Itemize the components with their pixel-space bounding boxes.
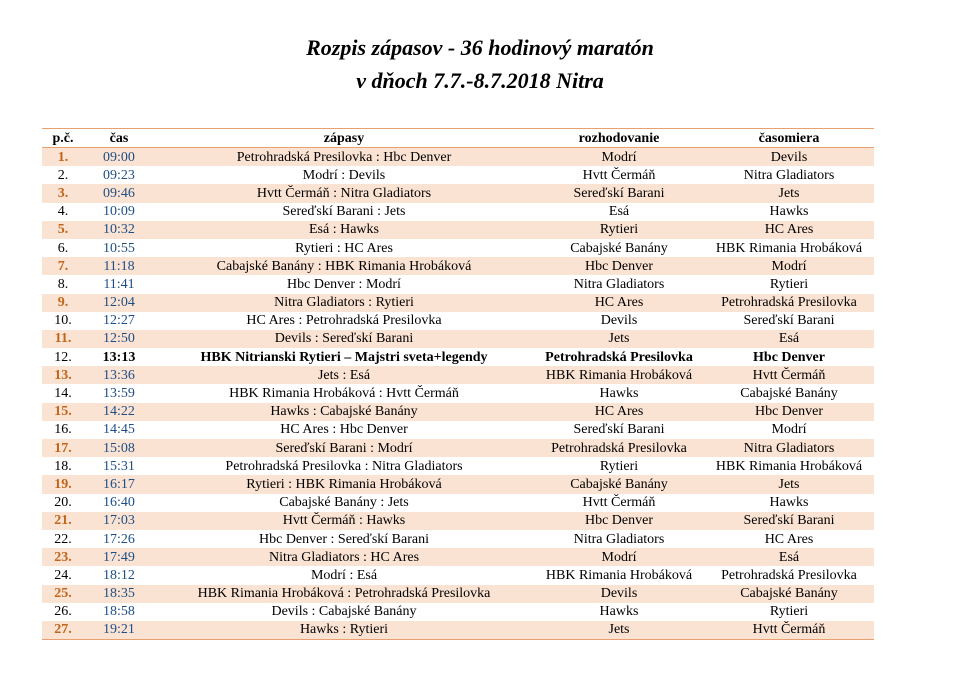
match-pairing: Petrohradská Presilovka : Nitra Gladiators <box>154 457 534 475</box>
table-row <box>42 239 874 257</box>
timekeeper-team: HBK Rimania Hrobáková <box>704 239 874 257</box>
row-number: 13. <box>42 366 84 384</box>
table-row <box>42 312 874 330</box>
referee-team: Modrí <box>534 548 704 566</box>
timekeeper-team: Hawks <box>704 203 874 221</box>
referee-team: Nitra Gladiators <box>534 530 704 548</box>
match-time: 14:22 <box>84 403 154 421</box>
match-time: 12:04 <box>84 294 154 312</box>
row-number: 15. <box>42 403 84 421</box>
match-pairing: HBK Rimania Hrobáková : Hvtt Čermáň <box>154 384 534 402</box>
timekeeper-team: HC Ares <box>704 530 874 548</box>
match-time: 18:12 <box>84 566 154 584</box>
match-time: 17:03 <box>84 512 154 530</box>
header-time: čas <box>84 129 154 148</box>
row-number: 17. <box>42 439 84 457</box>
match-pairing: Devils : Cabajské Banány <box>154 603 534 621</box>
row-number: 20. <box>42 494 84 512</box>
referee-team: Esá <box>534 203 704 221</box>
timekeeper-team: HBK Rimania Hrobáková <box>704 457 874 475</box>
row-number: 12. <box>42 348 84 366</box>
timekeeper-team: Cabajské Banány <box>704 585 874 603</box>
match-time: 10:32 <box>84 221 154 239</box>
timekeeper-team: Jets <box>704 475 874 493</box>
schedule-table <box>42 128 874 640</box>
timekeeper-team: Hawks <box>704 494 874 512</box>
header-number: p.č. <box>42 129 84 148</box>
table-row <box>42 530 874 548</box>
timekeeper-team: Nitra Gladiators <box>704 166 874 184</box>
table-row <box>42 330 874 348</box>
match-pairing: Nitra Gladiators : HC Ares <box>154 548 534 566</box>
match-pairing: Esá : Hawks <box>154 221 534 239</box>
match-time: 12:50 <box>84 330 154 348</box>
row-number: 18. <box>42 457 84 475</box>
table-row <box>42 403 874 421</box>
row-number: 5. <box>42 221 84 239</box>
match-pairing: HC Ares : Hbc Denver <box>154 421 534 439</box>
match-time: 19:21 <box>84 621 154 640</box>
match-pairing: Modrí : Devils <box>154 166 534 184</box>
table-row <box>42 384 874 402</box>
timekeeper-team: Hvtt Čermáň <box>704 621 874 640</box>
match-pairing: Modrí : Esá <box>154 566 534 584</box>
match-pairing: Hvtt Čermáň : Nitra Gladiators <box>154 184 534 202</box>
table-row <box>42 439 874 457</box>
table-row <box>42 366 874 384</box>
timekeeper-team: Hbc Denver <box>704 348 874 366</box>
table-row <box>42 566 874 584</box>
referee-team: HBK Rimania Hrobáková <box>534 566 704 584</box>
referee-team: Nitra Gladiators <box>534 275 704 293</box>
timekeeper-team: Modrí <box>704 257 874 275</box>
table-row <box>42 148 874 167</box>
match-pairing: Cabajské Banány : HBK Rimania Hrobáková <box>154 257 534 275</box>
table-row <box>42 221 874 239</box>
referee-team: Sereďskí Barani <box>534 421 704 439</box>
timekeeper-team: Cabajské Banány <box>704 384 874 402</box>
match-pairing: Sereďskí Barani : Jets <box>154 203 534 221</box>
referee-team: Rytieri <box>534 457 704 475</box>
match-pairing: Rytieri : HC Ares <box>154 239 534 257</box>
match-time: 13:36 <box>84 366 154 384</box>
match-time: 17:49 <box>84 548 154 566</box>
row-number: 2. <box>42 166 84 184</box>
match-pairing: Hbc Denver : Modrí <box>154 275 534 293</box>
row-number: 11. <box>42 330 84 348</box>
row-number: 21. <box>42 512 84 530</box>
table-row <box>42 166 874 184</box>
row-number: 25. <box>42 585 84 603</box>
match-pairing: Cabajské Banány : Jets <box>154 494 534 512</box>
match-time: 09:46 <box>84 184 154 202</box>
match-pairing: Sereďskí Barani : Modrí <box>154 439 534 457</box>
match-pairing: Jets : Esá <box>154 366 534 384</box>
match-time: 11:18 <box>84 257 154 275</box>
match-time: 10:55 <box>84 239 154 257</box>
match-time: 13:59 <box>84 384 154 402</box>
referee-team: Hbc Denver <box>534 512 704 530</box>
match-pairing: Hvtt Čermáň : Hawks <box>154 512 534 530</box>
referee-team: Jets <box>534 330 704 348</box>
timekeeper-team: Petrohradská Presilovka <box>704 566 874 584</box>
match-time: 16:17 <box>84 475 154 493</box>
row-number: 6. <box>42 239 84 257</box>
row-number: 24. <box>42 566 84 584</box>
row-number: 8. <box>42 275 84 293</box>
referee-team: Rytieri <box>534 221 704 239</box>
match-time: 18:35 <box>84 585 154 603</box>
row-number: 3. <box>42 184 84 202</box>
table-header-row <box>42 129 874 148</box>
referee-team: HC Ares <box>534 403 704 421</box>
match-time: 09:23 <box>84 166 154 184</box>
match-pairing: HBK Rimania Hrobáková : Petrohradská Presilovka <box>154 585 534 603</box>
match-time: 13:13 <box>84 348 154 366</box>
referee-team: Petrohradská Presilovka <box>534 348 704 366</box>
match-time: 17:26 <box>84 530 154 548</box>
timekeeper-team: Rytieri <box>704 275 874 293</box>
page-title: Rozpis zápasov - 36 hodinový maratón <box>306 35 654 60</box>
referee-team: HC Ares <box>534 294 704 312</box>
row-number: 27. <box>42 621 84 640</box>
match-time: 18:58 <box>84 603 154 621</box>
timekeeper-team: Jets <box>704 184 874 202</box>
match-pairing: HC Ares : Petrohradská Presilovka <box>154 312 534 330</box>
match-time: 15:08 <box>84 439 154 457</box>
timekeeper-team: Rytieri <box>704 603 874 621</box>
header-timekeeper: časomiera <box>704 129 874 148</box>
table-row <box>42 275 874 293</box>
timekeeper-team: Devils <box>704 148 874 167</box>
timekeeper-team: Nitra Gladiators <box>704 439 874 457</box>
timekeeper-team: Hvtt Čermáň <box>704 366 874 384</box>
referee-team: Petrohradská Presilovka <box>534 439 704 457</box>
timekeeper-team: Modrí <box>704 421 874 439</box>
schedule-body <box>42 148 874 640</box>
table-row <box>42 257 874 275</box>
table-row <box>42 294 874 312</box>
match-pairing: Rytieri : HBK Rimania Hrobáková <box>154 475 534 493</box>
row-number: 4. <box>42 203 84 221</box>
match-time: 14:45 <box>84 421 154 439</box>
row-number: 7. <box>42 257 84 275</box>
table-row <box>42 603 874 621</box>
row-number: 9. <box>42 294 84 312</box>
match-time: 15:31 <box>84 457 154 475</box>
match-time: 09:00 <box>84 148 154 167</box>
timekeeper-team: Hbc Denver <box>704 403 874 421</box>
table-row <box>42 621 874 640</box>
table-row <box>42 494 874 512</box>
referee-team: Devils <box>534 585 704 603</box>
referee-team: Modrí <box>534 148 704 167</box>
page-subtitle: v dňoch 7.7.-8.7.2018 Nitra <box>356 68 604 93</box>
table-row <box>42 421 874 439</box>
referee-team: Cabajské Banány <box>534 475 704 493</box>
table-row <box>42 548 874 566</box>
match-pairing: Devils : Sereďskí Barani <box>154 330 534 348</box>
referee-team: Hvtt Čermáň <box>534 494 704 512</box>
match-time: 16:40 <box>84 494 154 512</box>
row-number: 10. <box>42 312 84 330</box>
timekeeper-team: HC Ares <box>704 221 874 239</box>
row-number: 19. <box>42 475 84 493</box>
referee-team: Devils <box>534 312 704 330</box>
table-row <box>42 475 874 493</box>
match-time: 12:27 <box>84 312 154 330</box>
match-pairing: Hbc Denver : Sereďskí Barani <box>154 530 534 548</box>
match-pairing: Petrohradská Presilovka : Hbc Denver <box>154 148 534 167</box>
row-number: 23. <box>42 548 84 566</box>
match-time: 10:09 <box>84 203 154 221</box>
referee-team: Hawks <box>534 384 704 402</box>
row-number: 26. <box>42 603 84 621</box>
referee-team: Hbc Denver <box>534 257 704 275</box>
match-pairing: Hawks : Cabajské Banány <box>154 403 534 421</box>
table-row <box>42 184 874 202</box>
referee-team: Hvtt Čermáň <box>534 166 704 184</box>
referee-team: HBK Rimania Hrobáková <box>534 366 704 384</box>
table-row <box>42 348 874 366</box>
timekeeper-team: Esá <box>704 548 874 566</box>
timekeeper-team: Petrohradská Presilovka <box>704 294 874 312</box>
timekeeper-team: Esá <box>704 330 874 348</box>
row-number: 22. <box>42 530 84 548</box>
table-row <box>42 203 874 221</box>
timekeeper-team: Sereďskí Barani <box>704 312 874 330</box>
match-pairing: Nitra Gladiators : Rytieri <box>154 294 534 312</box>
table-row <box>42 585 874 603</box>
header-referee: rozhodovanie <box>534 129 704 148</box>
table-row <box>42 457 874 475</box>
row-number: 1. <box>42 148 84 167</box>
timekeeper-team: Sereďskí Barani <box>704 512 874 530</box>
referee-team: Jets <box>534 621 704 640</box>
match-time: 11:41 <box>84 275 154 293</box>
row-number: 16. <box>42 421 84 439</box>
match-pairing: Hawks : Rytieri <box>154 621 534 640</box>
referee-team: Sereďskí Barani <box>534 184 704 202</box>
row-number: 14. <box>42 384 84 402</box>
header-matches: zápasy <box>154 129 534 148</box>
table-row <box>42 512 874 530</box>
match-pairing: HBK Nitrianski Rytieri – Majstri sveta+legendy <box>154 348 534 366</box>
referee-team: Hawks <box>534 603 704 621</box>
referee-team: Cabajské Banány <box>534 239 704 257</box>
